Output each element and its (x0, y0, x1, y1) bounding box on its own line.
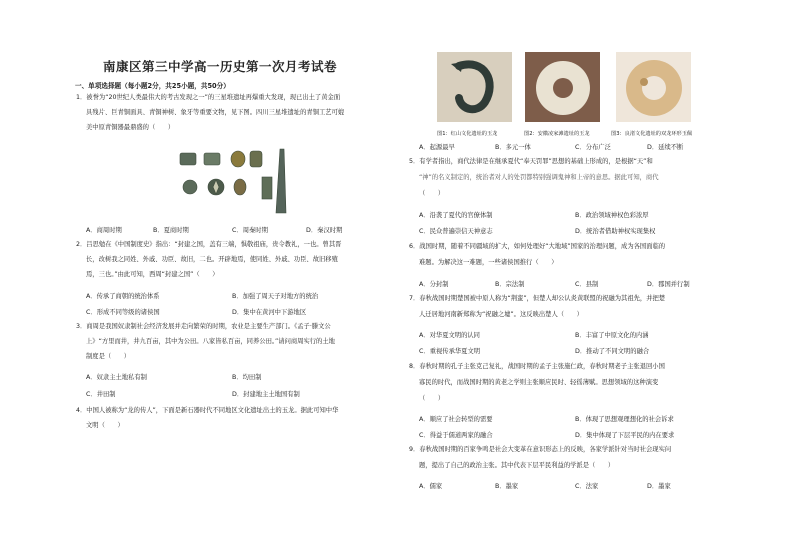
q3-line: 3．商周是我国奴隶制社会经济发展并走向繁荣的时期，农业是主要生产部门。《孟子·滕文公 (76, 323, 331, 330)
q8-option-a: A．顺应了社会转型的需要 (419, 416, 493, 423)
q5-option-c: C．民众普遍崇信天神意志 (419, 228, 493, 235)
q4-option-b: B．多元一体 (495, 144, 531, 151)
q7-line: 人迁居地河南新郑称为“祝融之墟”。这反映出楚人（ ） (419, 311, 583, 318)
q3-line: 上》“方里而井，井九百亩，其中为公田。八家皆私百亩，同养公田。”请问商周实行的土地 (86, 338, 335, 345)
q6-line: 难题。为解决这一难题，一些诸侯国推行（ ） (419, 259, 558, 266)
jade-dragon-image-3 (616, 52, 691, 122)
image-caption-1: 图1：红山文化遗址的玉龙 (437, 131, 498, 137)
q9-line: 9．春秋战国时期的百家争鸣是社会大变革在意识形态上的反映，各家学派针对当时社会现实问 (409, 446, 672, 453)
q2-line: 焉，三也。”由此可知，西周“封建之国”（ ） (86, 271, 219, 278)
image-caption-2: 图2：安徽凌家滩遗址的玉龙 (524, 131, 590, 137)
q4-line: 文明（ ） (86, 422, 124, 429)
q1-option-d: D．秦汉时期 (306, 227, 343, 234)
q5-option-a: A．沿袭了夏代的官僚体制 (419, 212, 493, 219)
bronze-artifacts-image (176, 147, 296, 217)
q8-option-d: D．集中体现了下层平民的内在要求 (575, 432, 675, 439)
q6-line: 6．战国时期，随着不同疆域的扩大，如何处理好“大地域”国家的治理问题，成为各国面临的 (409, 243, 666, 250)
q5-line: 5．有学者指出，商代法律是在继承夏代“奉天罚罪”思想的基础上形成的，是根据“天”和 (409, 158, 653, 165)
q1-line: 具残片、巨青铜面具、青铜神树、象牙等重要文物，见下图。四川三星堆遗址的青铜工艺可媲 (86, 109, 345, 116)
q9-option-d: D．墨家 (647, 483, 671, 490)
q3-line: 制度是（ ） (86, 353, 131, 360)
q2-line: 长，改树我之同姓、外戚、功臣、故旧，二也。开辟地焉，使同姓、外戚、功臣、故旧移殖 (86, 256, 338, 263)
q5-line: “神”的名义制定的，统治者对人的处罚都特别强调鬼神和上帝的意思。据此可知，商代 (419, 174, 659, 181)
q4-option-c: C．分布广泛 (575, 144, 611, 151)
q6-option-c: C．县制 (575, 281, 599, 288)
q2-option-c: C．形成不同等级的诸侯国 (86, 309, 160, 316)
q8-line: （ ） (419, 395, 445, 402)
q3-option-d: D．封建地主土地国有制 (232, 391, 300, 398)
q7-option-a: A．对华夏文明的认同 (419, 332, 480, 339)
q9-line: 题，提出了自己的政治主张。其中代表下层平民利益的学派是（ ） (419, 462, 615, 469)
q8-line: 寡民的时代，而战国时期的黄老之学则主张顺应民时、轻徭薄赋。思想领域的这种演变 (419, 379, 659, 386)
q4-option-a: A．起源最早 (419, 144, 455, 151)
jade-dragon-image-1 (437, 52, 512, 122)
q5-line: （ ） (419, 190, 445, 197)
q3-option-c: C．井田制 (86, 391, 116, 398)
q1-line: 美中原青铜器最鼎盛的（ ） (86, 124, 175, 131)
q2-line: 2．吕思勉在《中国制度史》指出：“封建之国，盖有三端，惧敬祖庙，贵令教礼，一也。曾其晋 (76, 241, 342, 248)
q9-option-b: B．墨家 (495, 483, 519, 490)
image-caption-3: 图3：良渚文化遗址的双龙环形玉佩 (611, 131, 693, 137)
q8-option-c: C．得益于儒道两家的融合 (419, 432, 493, 439)
q1-option-b: B．夏商时期 (153, 227, 189, 234)
exam-title: 南康区第三中学高一历史第一次月考试卷 (102, 59, 337, 74)
q1-option-c: C．周秦时期 (232, 227, 268, 234)
q2-option-d: D．集中在黄河中下游地区 (232, 309, 307, 316)
q7-line: 7．春秋战国时期楚国被中原人称为“荆蛮”，但楚人却公认炎黄联盟的祝融为其祖先，并把楚 (409, 295, 666, 302)
q1-option-a: A．商周时期 (86, 227, 122, 234)
q6-option-a: A．分封制 (419, 281, 449, 288)
q6-option-b: B．宗法制 (495, 281, 525, 288)
q7-option-d: D．推动了不同文明的融合 (575, 348, 650, 355)
q2-option-b: B．加强了周天子对地方的统治 (232, 293, 319, 300)
q9-option-c: C．法家 (575, 483, 599, 490)
q5-option-b: B．政治领域神权色彩浓厚 (575, 212, 649, 219)
q9-option-a: A．儒家 (419, 483, 443, 490)
section-heading: 一、单项选择题（每小题2分，共25小题，共50分） (75, 82, 230, 90)
q7-option-c: C．重视传承华夏文明 (419, 348, 481, 355)
q5-option-d: D．统治者借助神权实现集权 (575, 228, 656, 235)
q8-line: 8．春秋时期的孔子主张克己复礼，战国时期的孟子主张施仁政，春秋时期老子主张退回小国 (409, 363, 665, 370)
q4-option-d: D．延续不断 (647, 144, 684, 151)
q4-line: 4．中国人被称为“龙的传人”，下面是新石器时代不同地区文化遗址出土的玉龙。据此可知中华 (76, 407, 339, 414)
q3-option-a: A．奴隶主土地私有制 (86, 374, 147, 381)
jade-dragon-image-2 (525, 52, 600, 122)
q8-option-b: B．体现了思想观理想化的社会诉求 (575, 416, 674, 423)
q2-option-a: A．传承了商朝的统治体系 (86, 293, 160, 300)
q1-line: 1．被誉为“20世纪人类最伟大的考古发现之一”的三星堆遗址再爆重大发现，现已出土了黄金面 (76, 94, 341, 101)
q7-option-b: B．丰富了中原文化的内涵 (575, 332, 649, 339)
q6-option-d: D．郡国并行制 (647, 281, 690, 288)
q3-option-b: B．均田制 (232, 374, 262, 381)
